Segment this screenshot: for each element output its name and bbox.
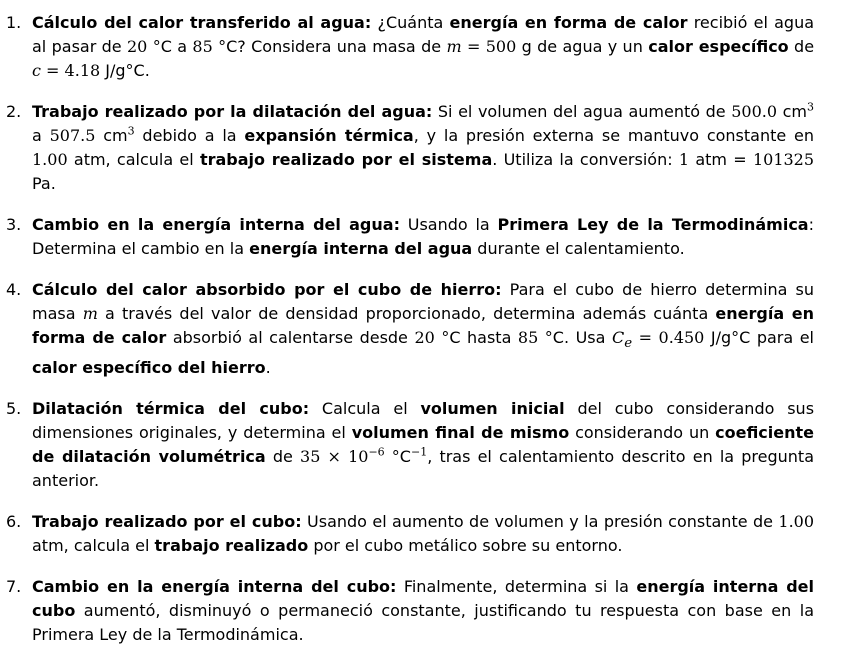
bold-term: coeficiente de dilatación volumétrica (32, 423, 815, 467)
bold-term: trabajo realizado por el sistema (199, 150, 493, 169)
question-item-4 (6, 278, 814, 380)
bold-term: energía en forma de calor (32, 304, 814, 347)
text-segment: °C hasta (434, 328, 518, 347)
bold-term: energía interna del agua (249, 239, 473, 258)
question-number: 2. (6, 102, 22, 121)
question-number: 4. (6, 280, 22, 299)
superscript: −6 (368, 445, 385, 459)
text-segment: durante el calentamiento. (472, 239, 685, 258)
text-segment: °C a (147, 37, 193, 56)
math-number: 500.0 (731, 102, 778, 121)
math-variable: m (446, 37, 462, 56)
text-segment: aumentó, disminuyó o permaneció constante, justificando tu respuesta con base en la Primera Ley de la Termodinámica. (32, 601, 814, 645)
text-segment: debido a la (134, 126, 245, 145)
bold-term: Cambio en la energía interna del agua: (32, 215, 400, 234)
superscript: 3 (807, 100, 815, 114)
text-segment: a través del valor de densidad proporcionado, determina además cuánta (97, 304, 716, 323)
question-text (32, 13, 814, 80)
bold-term: energía interna del cubo (32, 577, 815, 621)
math-variable: C (611, 328, 625, 347)
question-text (32, 215, 814, 258)
question-number: 7. (6, 577, 22, 597)
math-number: 85 (517, 328, 539, 347)
bold-term: volumen inicial (420, 399, 565, 419)
math-number: 1.00 (778, 512, 815, 532)
bold-term: Trabajo realizado por la dilatación del agua: (32, 102, 433, 121)
bold-term: volumen final de mismo (351, 423, 570, 443)
text-segment: , tras el calentamiento descrito en la pregunta anterior. (32, 447, 814, 491)
text-segment: . (265, 358, 271, 378)
math-number: 101325 (752, 150, 815, 169)
question-number: 6. (6, 512, 22, 532)
question-item-6 (6, 510, 814, 558)
question-list (6, 11, 814, 664)
question-item-2 (6, 100, 814, 196)
text-segment: Calcula el (309, 399, 421, 419)
bold-term: Cálculo del calor absorbido por el cubo de hierro: (32, 280, 502, 299)
text-segment: Pa. (32, 174, 56, 193)
math-number: 20 (414, 328, 435, 347)
bold-term: expansión térmica (244, 126, 414, 145)
text-segment: atm, calcula el (32, 536, 155, 556)
bold-term: calor específico (648, 37, 789, 56)
text-segment: g de agua y un (516, 37, 649, 56)
text-segment: Usando el aumento de volumen y la presión constante de (301, 512, 779, 532)
question-number: 3. (6, 215, 22, 234)
superscript: 3 (127, 124, 135, 138)
text-segment: atm = (689, 150, 753, 169)
text-segment: del cubo considerando sus dimensiones originales, y determina el (32, 399, 815, 443)
bold-term: energía en forma de calor (449, 13, 688, 32)
bold-term: Dilatación térmica del cubo: (32, 399, 310, 419)
math-number: = 500 (461, 37, 517, 56)
question-text (32, 102, 814, 193)
math-number: 1 (678, 150, 690, 169)
bold-term: calor específico del hierro (32, 358, 266, 378)
bold-term: Cálculo del calor transferido al agua: (32, 13, 372, 32)
question-item-5 (6, 397, 814, 493)
question-number: 1. (6, 13, 22, 32)
text-segment: considerando un (569, 423, 716, 443)
bold-term: Cambio en la energía interna del cubo: (32, 577, 397, 597)
math-number: 35 × 10 (300, 447, 369, 467)
question-text (32, 280, 814, 377)
text-segment: : Determina el cambio en la (32, 215, 814, 258)
question-item-1 (6, 11, 814, 83)
text-segment: J/g°C. (100, 61, 150, 80)
text-segment: ¿Cuánta (371, 13, 450, 32)
text-segment: absorbió al calentarse desde (166, 328, 415, 347)
bold-term: Primera Ley de la Termodinámica (497, 215, 809, 234)
text-segment: Finalmente, determina si la (396, 577, 637, 597)
math-number: 85 (192, 37, 213, 56)
question-item-7 (6, 575, 814, 647)
text-segment: °C (384, 447, 411, 467)
text-segment: recibió el agua al pasar de (32, 13, 815, 56)
text-segment: , y la presión externa se mantuvo constante en (413, 126, 815, 145)
text-segment: atm, calcula el (67, 150, 200, 169)
question-item-3 (6, 213, 814, 261)
math-number: 20 (127, 37, 148, 56)
text-segment: cm (777, 102, 808, 121)
text-segment: a (32, 126, 50, 145)
text-segment: de (265, 447, 301, 467)
math-number: = 4.18 (40, 61, 101, 80)
math-number: 1.00 (32, 150, 68, 169)
subscript: e (624, 336, 633, 352)
text-segment: °C? Considera una masa de (212, 37, 447, 56)
text-segment: °C. Usa (538, 328, 612, 347)
question-text (32, 512, 814, 555)
text-segment: Para el cubo de hierro determina su masa (32, 280, 815, 323)
math-number: = 0.450 (632, 328, 705, 347)
text-segment: Si el volumen del agua aumentó de (432, 102, 732, 121)
text-segment: . Utiliza la conversión: (492, 150, 679, 169)
superscript: −1 (410, 445, 428, 459)
text-segment: por el cubo metálico sobre su entorno. (308, 536, 623, 556)
text-segment: J/g°C para el (704, 328, 815, 347)
question-text (32, 577, 814, 644)
bold-term: trabajo realizado (154, 536, 309, 556)
text-segment: cm (95, 126, 128, 145)
text-segment: Usando la (399, 215, 498, 234)
math-variable: m (82, 304, 98, 323)
math-variable: c (32, 61, 41, 80)
question-number: 5. (6, 399, 22, 419)
question-text (32, 399, 814, 490)
text-segment: de (788, 37, 815, 56)
bold-term: Trabajo realizado por el cubo: (32, 512, 302, 532)
math-number: 507.5 (49, 126, 96, 145)
